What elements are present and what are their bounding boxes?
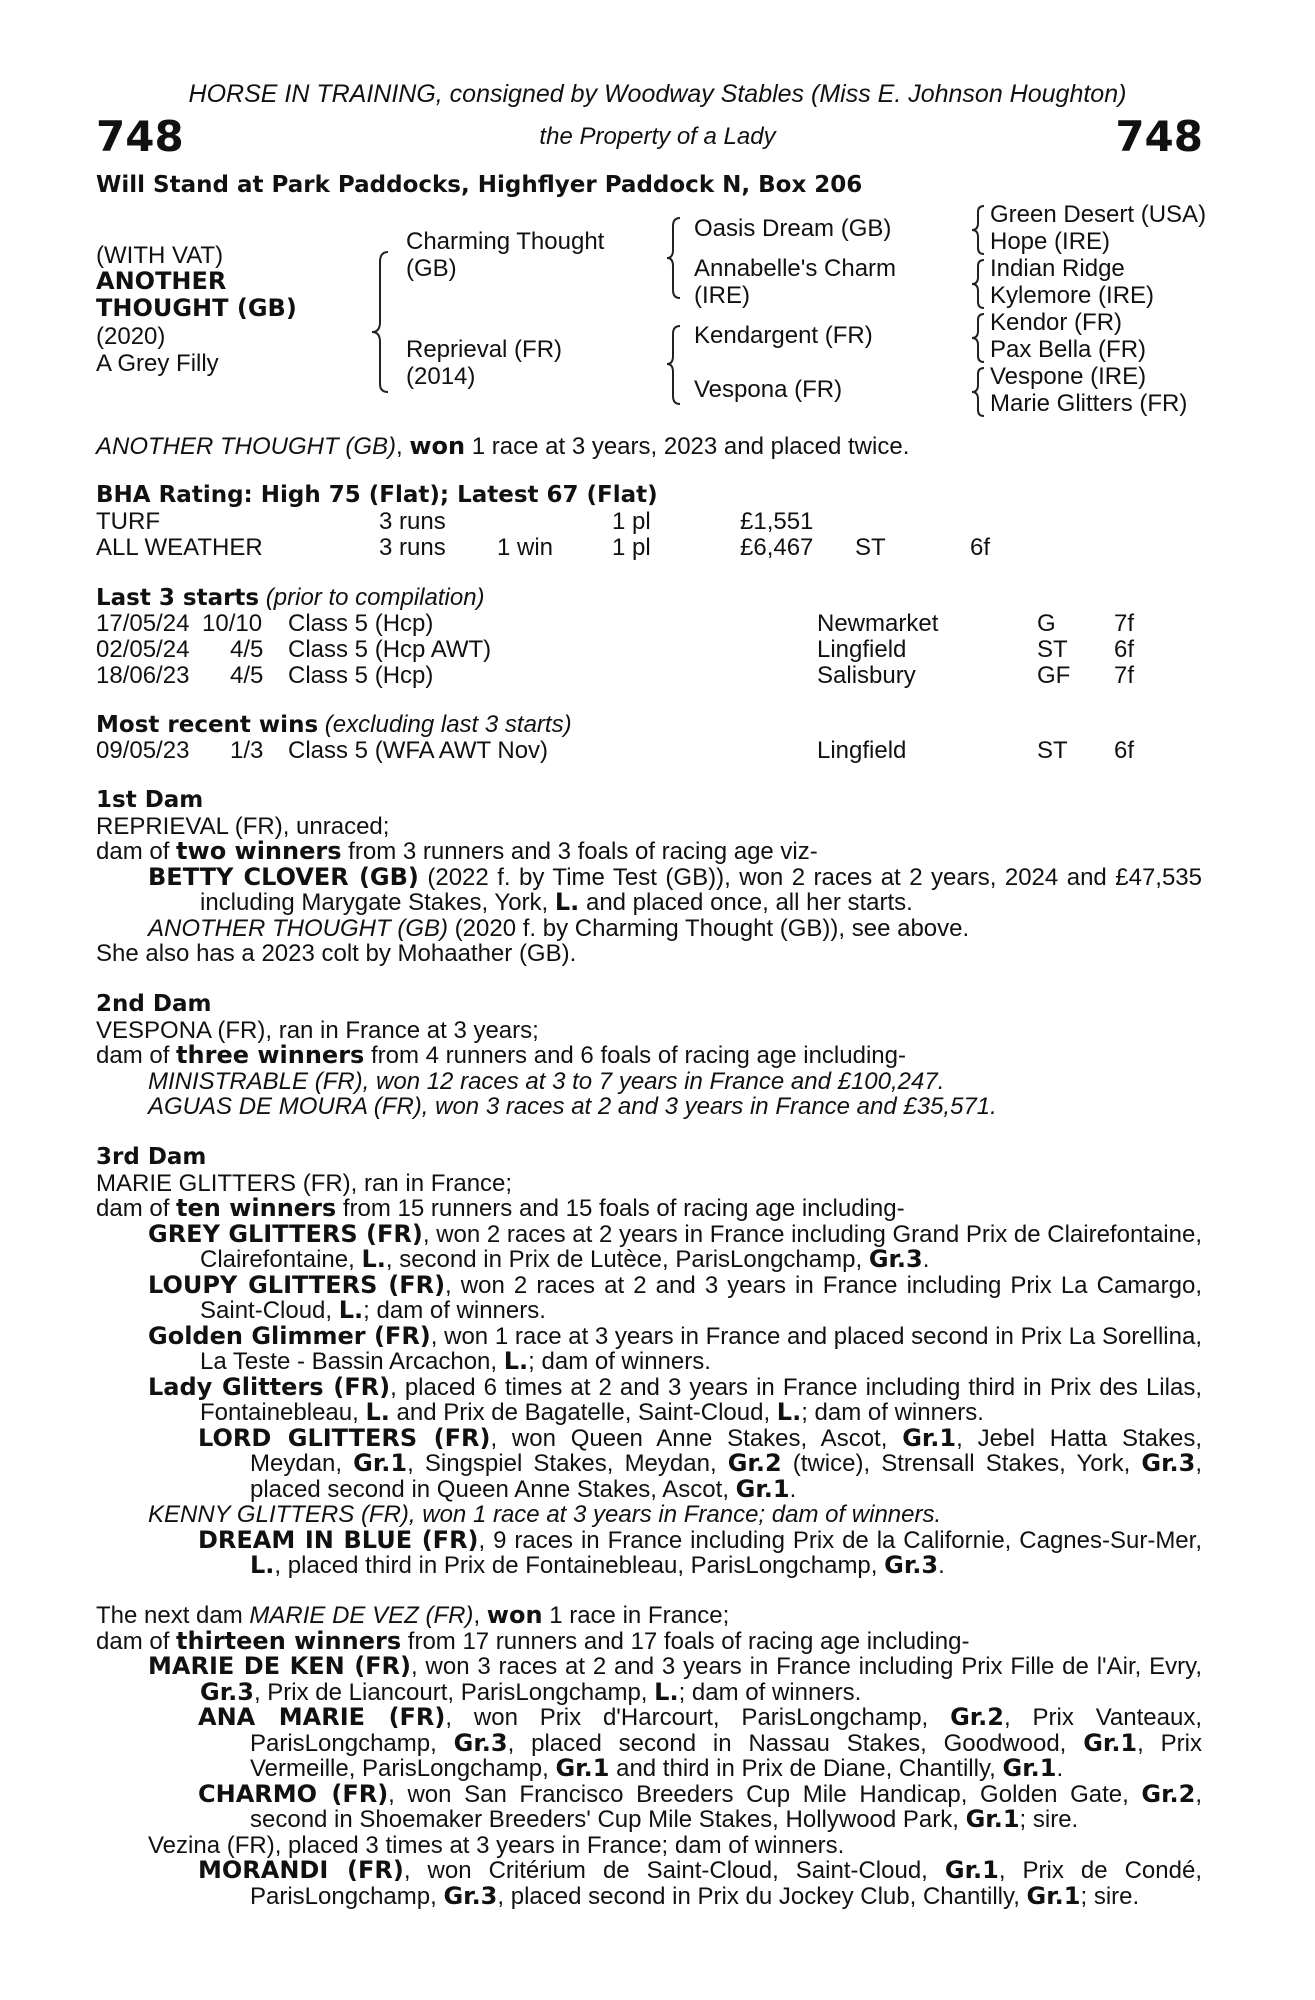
dam-name: Reprieval (FR) bbox=[406, 336, 563, 363]
gen2-sire-sire: Oasis Dream (GB) bbox=[694, 215, 892, 242]
gen3-1: Green Desert (USA) bbox=[990, 201, 1207, 228]
lot-number-right: 748 bbox=[1115, 112, 1203, 161]
produce-entry: LOUPY GLITTERS (FR), won 2 races at 2 and 3 years in France including Prix La Camargo, Saint-Cloud, L.; dam of winners. bbox=[148, 1270, 1202, 1324]
rating-heading: BHA Rating: High 75 (Flat); Latest 67 (Flat) bbox=[96, 482, 658, 508]
gen3-5: Kendor (FR) bbox=[990, 309, 1123, 336]
third-dam-section: 3rd Dam MARIE GLITTERS (FR), ran in France; dam of ten winners from 15 runners and 15 foals of racing age including- GREY GLITTERS (FR), won 2 races at 2 years in France including Grand Prix de Clairefontaine, Clairefontaine, L., second in Prix de Lutèce, ParisLongchamp, Gr.3. LOUPY GLITTERS (FR), won 2 races at 2 and 3 years in France including Prix La Camargo, Saint-Cloud, L.; dam of winners. Golden Glimmer (FR), won 1 race at 3 years in France and placed second in Prix La Sorellina, La Teste - Bassin Arcachon, L.; dam of winners. Lady Glitters (FR), placed 6 times at 2 and 3 years in France including third in Prix des Lilas, Fontainebleau, L. and Prix de Bagatelle, Saint-Cloud, L.; dam of winners. LORD GLITTERS (FR), won Queen Anne Stakes, Ascot, Gr.1, Jebel Hatta Stakes, Meydan, Gr.1, Singspiel Stakes, Meydan, Gr.2 (twice), Strensall Stakes, York, Gr.3, placed second in Queen Anne Stakes, Ascot, Gr.1. KENNY GLITTERS (FR), won 1 race at 3 years in France; dam of winners. DREAM IN BLUE (FR), 9 races in France including Prix de la Californie, Cagnes-Sur-Mer, L., placed third in Prix de Fontainebleau, ParisLongchamp, Gr.3. bbox=[96, 1144, 1203, 1579]
race-summary: ANOTHER THOUGHT (GB), won 1 race at 3 years, 2023 and placed twice. bbox=[96, 432, 910, 460]
gen3-8: Marie Glitters (FR) bbox=[990, 390, 1188, 417]
horse-description: A Grey Filly bbox=[96, 350, 219, 377]
produce-entry: LORD GLITTERS (FR), won Queen Anne Stakes, Ascot, Gr.1, Jebel Hatta Stakes, Meydan, Gr.1, Singspiel Stakes, Meydan, Gr.2 (twice), Strensall Stakes, York, Gr.3, placed second in Queen Anne Stakes, Ascot, Gr.1. bbox=[198, 1423, 1203, 1503]
gen2-sire-dam: Annabelle's Charm bbox=[694, 255, 897, 282]
produce-entry: ANA MARIE (FR), won Prix d'Harcourt, ParisLongchamp, Gr.2, Prix Vanteaux, ParisLongchamp, Gr.3, placed second in Nassau Stakes, Goodwood, Gr.1, Prix Vermeille, ParisLongchamp, Gr.1 and third in Prix de Diane, Chantilly, Gr.1. bbox=[198, 1703, 1202, 1782]
produce-entry: MINISTRABLE (FR), won 12 races at 3 to 7 years in France and £100,247. bbox=[148, 1067, 945, 1095]
location-line: Will Stand at Park Paddocks, Highflyer Paddock N, Box 206 bbox=[96, 172, 863, 198]
section-heading: 3rd Dam bbox=[96, 1144, 207, 1170]
horse-name-line1: ANOTHER bbox=[96, 267, 227, 295]
pedigree-braces bbox=[0, 0, 1315, 430]
section-heading: 1st Dam bbox=[96, 787, 204, 813]
dam-year: (2014) bbox=[406, 363, 476, 390]
recent-wins-heading: Most recent wins (excluding last 3 starts) bbox=[96, 711, 572, 738]
horse-year: (2020) bbox=[96, 323, 166, 350]
produce-entry: GREY GLITTERS (FR), won 2 races at 2 years in France including Grand Prix de Clairefontaine, Clairefontaine, L., second in Prix de Lutèce, ParisLongchamp, Gr.3. bbox=[148, 1219, 1203, 1273]
property-line: the Property of a Lady bbox=[539, 123, 776, 150]
produce-entry: Golden Glimmer (FR), won 1 race at 3 years in France and placed second in Prix La Sorellina, La Teste - Bassin Arcachon, L.; dam of winners. bbox=[148, 1321, 1202, 1375]
gen2-dam-sire: Kendargent (FR) bbox=[694, 322, 873, 349]
produce-entry: MORANDI (FR), won Critérium de Saint-Cloud, Saint-Cloud, Gr.1, Prix de Condé, ParisLongchamp, Gr.3, placed second in Prix du Jockey Club, Chantilly, Gr.1; sire. bbox=[198, 1856, 1202, 1910]
gen2-dam-dam: Vespona (FR) bbox=[694, 376, 843, 403]
gen3-3: Indian Ridge bbox=[990, 255, 1125, 282]
horse-name-line2: THOUGHT (GB) bbox=[96, 294, 297, 322]
next-dam-section: The next dam MARIE DE VEZ (FR), won 1 race in France; dam of thirteen winners from 17 runners and 17 foals of racing age including- MARIE DE KEN (FR), won 3 races at 2 and 3 years in France including Prix Fille de l'Air, Evry, Gr.3, Prix de Liancourt, ParisLongchamp, L.; dam of winners. ANA MARIE (FR), won Prix d'Harcourt, ParisLongchamp, Gr.2, Prix Vanteaux, ParisLongchamp, Gr.3, placed second in Nassau Stakes, Goodwood, Gr.1, Prix Vermeille, ParisLongchamp, Gr.1 and third in Prix de Diane, Chantilly, Gr.1. CHARMO (FR), won San Francisco Breeders Cup Mile Handicap, Golden Gate, Gr.2, second in Shoemaker Breeders' Cup Mile Stakes, Hollywood Park, Gr.1; sire. Vezina (FR), placed 3 times at 3 years in France; dam of winners. MORANDI (FR), won Critérium de Saint-Cloud, Saint-Cloud, Gr.1, Prix de Condé, ParisLongchamp, Gr.3, placed second in Prix du Jockey Club, Chantilly, Gr.1; sire. bbox=[96, 1601, 1202, 1910]
produce-entry: CHARMO (FR), won San Francisco Breeders Cup Mile Handicap, Golden Gate, Gr.2, second in Shoemaker Breeders' Cup Mile Stakes, Hollywood Park, Gr.1; sire. bbox=[198, 1779, 1202, 1833]
produce-entry: DREAM IN BLUE (FR), 9 races in France including Prix de la Californie, Cagnes-Sur-Mer, L., placed third in Prix de Fontainebleau, ParisLongchamp, Gr.3. bbox=[198, 1525, 1202, 1579]
sire-origin: (GB) bbox=[406, 255, 457, 282]
produce-entry: AGUAS DE MOURA (FR), won 3 races at 2 and 3 years in France and £35,571. bbox=[148, 1093, 997, 1120]
vat-label: (WITH VAT) bbox=[96, 242, 224, 269]
catalogue-page: HORSE IN TRAINING, consigned by Woodway Stables (Miss E. Johnson Houghton) 748 748 the Property of a Lady Will Stand at Park Paddocks, Highflyer Paddock N, Box 206 (WITH VAT) ANOTHER THOUGHT (GB) (2020) A Grey Filly Charming Thought (GB) Reprieval (FR) (2014) Oasis Dream (GB) Annabelle's Charm (IRE) Kendargent (FR) Vespona (FR) Green Desert (USA) Hope (IRE) Indian Ridge Kylemore (IRE) Kendor (FR) Pax Bella (FR) Vespone (IRE) Marie Glitters (FR) ANOTHER THOUGHT (GB), won 1 race at 3 years, 2023 and placed twice. BHA Rating: High 75 (Flat); Latest 67 (Flat) TURF 3 runs 1 pl £1,551 ALL WEATHER 3 runs 1 win 1 pl £6,467 ST 6f Last 3 starts (prior to compilation) 17/05/24 10/10 Class 5 (Hcp) Newmarket G 7f 02/05/24 4/5 Class 5 (Hcp AWT) Lingfield ST 6f 18/06/23 4/5 Class 5 (Hcp) Salisbury GF 7f Most recent wins (excluding last 3 starts) 09/05/23 1/3 Class 5 (WFA AWT Nov) Lingfield ST 6f 1st Dam REPRIEVAL (FR), unraced; dam of two winners from 3 runners and 3 foals of racing age viz- BETTY CLOVER (GB) (2022 f. by Time Test (GB)), won 2 races at 2 years, 2024 and £47,535 including Marygate Stakes, York, L. and placed once, all her starts. ANOTHER THOUGHT (GB) (2020 f. by Charming Thought (GB)), see above. She also has a 2023 colt by Mohaather (GB). 2nd Dam VESPONA (FR), ran in France at 3 years; dam of three winners from 4 runners and 6 foals of racing age including- MINISTRABLE (FR), won 12 races at 3 to 7 years in France and £100,247. AGUAS DE MOURA (FR), won 3 races at 2 and 3 years in France and £35,571. 3rd Dam MARIE GLITTERS (FR), ran in France; dam of ten winners from 15 runners and 15 foals of racing age including- GREY GLITTERS (FR), won 2 races at 2 years in France including Grand Prix de Clairefontaine, Clairefontaine, L., second in Prix de Lutèce, ParisLongchamp, Gr.3. LOUPY GLITTERS (FR), won 2 races at 2 and 3 years in France including Prix La Camargo, Saint-Cloud, L.; dam of winners. Golden Glimmer (FR), won 1 race at 3 years in France and placed second in Prix La Sorellina, La Teste - Bassin Arcachon, L.; dam of winners. Lady Glitters (FR), placed 6 times at 2 and 3 years in France including third in Prix des Lilas, Fontainebleau, L. and Prix de Bagatelle, Saint-Cloud, L.; dam of winners. LORD GLITTERS (FR), won Queen Anne Stakes, Ascot, Gr.1, Jebel Hatta Stakes, Meydan, Gr.1, Singspiel Stakes, Meydan, Gr.2 (twice), Strensall Stakes, York, Gr.3, placed second in Queen Anne Stakes, Ascot, Gr.1. KENNY GLITTERS (FR), won 1 race at 3 years in France; dam of winners. DREAM IN BLUE (FR), 9 races in France including Prix de la Californie, Cagnes-Sur-Mer, L., placed third in Prix de Fontainebleau, ParisLongchamp, Gr.3. The next dam MARIE DE VEZ (FR), won 1 race in France; dam of thirteen winners from 17 runners and 17 foals of racing age including- MARIE DE KEN (FR), won 3 races at 2 and 3 years in France including Prix Fille de l'Air, Evry, Gr.3, Prix de Liancourt, ParisLongchamp, L.; dam of winners. ANA MARIE (FR), won Prix d'Harcourt, ParisLongchamp, Gr.2, Prix Vanteaux, ParisLongchamp, Gr.3, placed second in Nassau Stakes, Goodwood, Gr.1, Prix Vermeille, ParisLongchamp, Gr.1 and third in Prix de Diane, Chantilly, Gr.1. CHARMO (FR), won San Francisco Breeders Cup Mile Handicap, Golden Gate, Gr.2, second in Shoemaker Breeders' Cup Mile Stakes, Hollywood Park, Gr.1; sire. Vezina (FR), placed 3 times at 3 years in France; dam of winners. MORANDI (FR), won Critérium de Saint-Cloud, Saint-Cloud, Gr.1, Prix de Condé, ParisLongchamp, Gr.3, placed second in Prix du Jockey Club, Chantilly, Gr.1; sire. bbox=[0, 0, 1315, 2000]
produce-entry: MARIE DE KEN (FR), won 3 races at 2 and 3 years in France including Prix Fille de l'Air, Evry, Gr.3, Prix de Liancourt, ParisLongchamp, L.; dam of winners. bbox=[148, 1652, 1202, 1706]
lot-number-left: 748 bbox=[96, 112, 184, 161]
produce-entry: ANOTHER THOUGHT (GB) (2020 f. by Charming Thought (GB)), see above. bbox=[148, 914, 970, 942]
produce-entry: Vezina (FR), placed 3 times at 3 years in France; dam of winners. bbox=[148, 1831, 845, 1859]
produce-entry: BETTY CLOVER (GB) (2022 f. by Time Test (GB)), won 2 races at 2 years, 2024 and £47,535 including Marygate Stakes, York, L. and placed once, all her starts. bbox=[148, 862, 1203, 916]
consignor-line: HORSE IN TRAINING, consigned by Woodway Stables (Miss E. Johnson Houghton) bbox=[188, 80, 1127, 108]
gen2-sire-dam-origin: (IRE) bbox=[694, 282, 750, 309]
last-starts-heading: Last 3 starts (prior to compilation) bbox=[96, 584, 485, 611]
gen3-4: Kylemore (IRE) bbox=[990, 282, 1155, 309]
first-dam-section: 1st Dam REPRIEVAL (FR), unraced; dam of two winners from 3 runners and 3 foals of racing age viz- BETTY CLOVER (GB) (2022 f. by Time Test (GB)), won 2 races at 2 years, 2024 and £47,535 including Marygate Stakes, York, L. and placed once, all her starts. ANOTHER THOUGHT (GB) (2020 f. by Charming Thought (GB)), see above. She also has a 2023 colt by Mohaather (GB). bbox=[96, 787, 1203, 967]
gen3-7: Vespone (IRE) bbox=[990, 363, 1147, 390]
section-heading: 2nd Dam bbox=[96, 991, 212, 1017]
produce-entry: Lady Glitters (FR), placed 6 times at 2 and 3 years in France including third in Prix des Lilas, Fontainebleau, L. and Prix de Bagatelle, Saint-Cloud, L.; dam of winners. bbox=[148, 1372, 1202, 1426]
gen3-2: Hope (IRE) bbox=[990, 228, 1111, 255]
gen3-6: Pax Bella (FR) bbox=[990, 336, 1147, 363]
sire-name: Charming Thought bbox=[406, 228, 605, 255]
produce-entry: KENNY GLITTERS (FR), won 1 race at 3 years in France; dam of winners. bbox=[148, 1501, 942, 1528]
second-dam-section: 2nd Dam VESPONA (FR), ran in France at 3 years; dam of three winners from 4 runners and 6 foals of racing age including- MINISTRABLE (FR), won 12 races at 3 to 7 years in France and £100,247. AGUAS DE MOURA (FR), won 3 races at 2 and 3 years in France and £35,571. bbox=[96, 992, 1202, 1120]
